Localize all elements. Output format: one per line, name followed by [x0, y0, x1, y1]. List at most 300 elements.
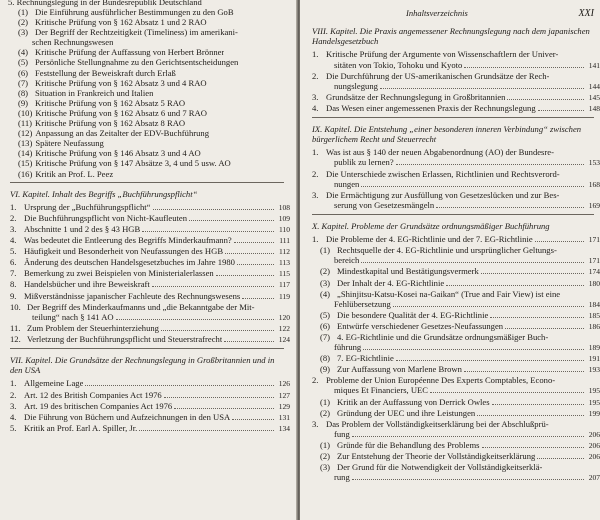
toc-entry-page: 189 [588, 343, 600, 353]
toc-entry-page: 206 [588, 452, 600, 462]
toc-entry-number: (1) [18, 7, 29, 17]
toc-entry-number: (5) [320, 309, 331, 320]
toc-entry-number: (2) [320, 451, 331, 462]
toc-entry [4, 312, 290, 323]
toc-entry-number: (8) [320, 353, 331, 364]
toc-entry-number: 3. [312, 189, 319, 200]
toc-entry-title: Die Führung von Büchern und Aufzeichnungen in den USA [24, 411, 231, 422]
dot-leader [152, 280, 274, 287]
toc-entry-title: Zum Problem der Steuerhinterziehung [27, 322, 159, 333]
toc-entry [4, 412, 290, 423]
toc-entry [4, 323, 290, 334]
toc-entry [306, 92, 600, 103]
toc-entry-title: Art. 12 des British Companies Act 1976 [24, 389, 162, 400]
toc-entry-page: 108 [278, 202, 290, 212]
toc-entry-number: (1) [320, 396, 331, 407]
toc-entry-number: (15) [18, 158, 33, 169]
running-head [306, 8, 600, 20]
toc-entry-title: serung von Gesetzesmängeln [334, 199, 435, 210]
toc-entry-title: Art. 19 des britischen Companies Act 1976 [24, 400, 173, 411]
toc-entry-title: Änderung des deutschen Handelsgesetzbuches im Jahre 1980 [24, 257, 235, 268]
toc-entry-title: Situation in Frankreich und Italien [35, 87, 154, 98]
toc-list-chapter-6 [4, 202, 290, 345]
toc-entry-title: Mißverständnisse japanischer Fachleute des Rechnungswesens [24, 290, 241, 301]
toc-entry [306, 103, 600, 114]
toc-entry-title: Kritische Prüfung der Argumente von Wissenschaftlern der Univer- [326, 49, 559, 60]
toc-entry-number: (7) [18, 77, 29, 88]
toc-entry [306, 419, 600, 429]
dot-leader [361, 180, 584, 187]
toc-entry [306, 49, 600, 59]
dot-leader [164, 391, 274, 398]
toc-entry-title: führung [334, 342, 362, 353]
toc-entry [4, 291, 290, 302]
dot-leader [361, 256, 584, 263]
toc-entry-number: 1. [312, 147, 319, 158]
chapter-8-heading-line: Handelsgesetzbuch [312, 36, 379, 47]
toc-entry [4, 118, 290, 128]
dot-leader [464, 365, 584, 372]
toc-entry-number: 3. [10, 400, 17, 411]
toc-entry-title: Die Einführung ausführlicher Bestimmungen zu den GoB [35, 7, 234, 17]
toc-list-chapter-8 [306, 49, 600, 114]
toc-entry-page: 134 [278, 423, 290, 433]
dot-leader [85, 379, 274, 386]
toc-entry-title: Der Begriff des Minderkaufmanns und „die Bekanntgabe der Mit- [27, 301, 255, 312]
toc-entry-title: Kritik an Prof. Earl A. Spiller, Jr. [24, 422, 138, 433]
toc-entry-number: 10. [10, 301, 21, 312]
toc-entry [4, 98, 290, 108]
toc-entry-title: Das Wesen einer angemessenen Praxis der Rechnungslegung [326, 102, 536, 113]
toc-entry-number: (7) [320, 331, 331, 342]
dot-leader [224, 335, 274, 342]
toc-entry [306, 408, 600, 419]
toc-entry-title: Grundsätze der Rechnungslegung in Großbritannien [326, 91, 506, 102]
toc-entry-page: 113 [279, 258, 290, 268]
toc-entry [306, 375, 600, 385]
toc-entry-page: 207 [588, 473, 600, 483]
toc-entry-title: Gründung der UEC und ihre Leistungen [337, 407, 476, 418]
toc-entry-number: (3) [320, 277, 331, 288]
toc-entry [4, 138, 290, 148]
dot-leader [189, 214, 274, 221]
toc-entry-page: 141 [588, 60, 600, 70]
chapter-8-heading-line: VIII. Kapitel. Die Praxis angemessener Rechnungslegung nach dem japanischen [312, 26, 590, 36]
toc-entry [4, 235, 290, 246]
toc-entry-page: 169 [588, 200, 600, 210]
toc-entry-title: fung [334, 428, 350, 439]
toc-entry-title: 7. EG-Richtlinie [337, 353, 394, 364]
toc-entry-title: Kritische Prüfung von § 146 Absatz 3 und 4 AO [35, 148, 201, 159]
toc-entry-number: (16) [18, 168, 33, 179]
toc-entry [4, 57, 290, 67]
toc-entry-page: 199 [588, 408, 600, 418]
dot-leader [225, 247, 274, 254]
chapter-7-heading [10, 355, 290, 375]
dot-leader [446, 279, 584, 286]
toc-entry-title: Fehlübersetzung [334, 298, 391, 309]
toc-entry-title: Spätere Neufassung [35, 138, 104, 149]
toc-entry-page: 117 [279, 280, 290, 290]
toc-list-continued [4, 7, 290, 179]
dot-leader [232, 413, 274, 420]
toc-entry-number: 2. [312, 168, 319, 179]
toc-entry-number: (4) [320, 288, 331, 299]
toc-entry [306, 71, 600, 81]
toc-entry-title: Verletzung der Buchführungspflicht und Steuerstrafrecht [27, 333, 223, 344]
toc-entry [306, 245, 600, 255]
cut-heading: 5. Rechnungslegung in der Bundesrepublik Deutschland [8, 0, 202, 7]
toc-entry-page: 126 [278, 379, 290, 389]
toc-entry [4, 302, 290, 312]
toc-entry-title: Was bedeutet die Entleerung des Begriffs Minderkaufmann? [24, 235, 232, 246]
toc-entry-number: (9) [18, 97, 29, 108]
toc-entry-page: 195 [588, 397, 600, 407]
toc-entry-title: Die Buchführungspflicht von Nicht-Kaufleuten [24, 212, 188, 223]
dot-leader [352, 473, 584, 480]
toc-entry-title: Der Grund für die Notwendigkeit der Vollständigkeitserklä- [337, 462, 543, 473]
toc-entry [4, 148, 290, 158]
toc-entry-title: Der Begriff der Rechtzeitigkeit (Timeliness) im amerikani- [35, 27, 238, 38]
toc-entry [306, 278, 600, 289]
toc-entry-page: 184 [588, 299, 600, 309]
toc-entry [306, 472, 600, 483]
toc-entry [306, 364, 600, 375]
chapter-9-heading [312, 124, 600, 144]
toc-entry-number: (10) [18, 107, 33, 118]
toc-entry-title: Kritik an Prof. L. Peez [35, 168, 114, 179]
chapter-9-heading-line: IX. Kapitel. Die Entstehung „einer besonderen inneren Verbindung“ zwischen [312, 123, 582, 134]
toc-entry [4, 128, 290, 138]
toc-entry [306, 310, 600, 321]
toc-entry-title: Die Unterschiede zwischen Erlassen, Richtlinien und Rechtsverord- [326, 168, 560, 179]
toc-entry [306, 255, 600, 266]
toc-entry-page: 110 [279, 224, 290, 234]
dot-leader [537, 452, 584, 459]
toc-entry-page: 185 [588, 310, 600, 320]
toc-entry-title: Kritik an der Auffassung von Derrick Owles [337, 396, 490, 407]
toc-entry-title: Was ist aus § 140 der neuen Abgabenordnung (AO) der Bundesre- [326, 147, 554, 158]
toc-entry-number: (13) [18, 138, 33, 149]
toc-entry-title: Kritische Prüfung von § 162 Absatz 6 und 7 RAO [35, 107, 207, 118]
toc-entry-page: 109 [278, 213, 290, 223]
toc-entry [4, 88, 290, 98]
toc-entry-page: 124 [278, 334, 290, 344]
dot-leader [481, 267, 584, 274]
toc-entry-number: (6) [18, 67, 29, 78]
toc-entry-number: 12. [10, 333, 21, 344]
toc-entry-page: 171 [588, 256, 600, 266]
dot-leader [380, 82, 584, 89]
toc-entry-number: (6) [320, 320, 331, 331]
toc-entry-number: (2) [320, 407, 331, 418]
toc-entry-title: Kritische Prüfung von § 162 Absatz 1 und 2 RAO [35, 17, 207, 28]
dot-leader [393, 300, 584, 307]
toc-entry [306, 353, 600, 364]
toc-entry [4, 68, 290, 78]
toc-entry-page: 111 [279, 236, 290, 246]
toc-entry [306, 299, 600, 310]
toc-entry-title: rung [334, 472, 350, 483]
dot-leader [492, 398, 584, 405]
dot-leader [464, 61, 584, 68]
toc-entry-number: (4) [18, 47, 29, 58]
toc-entry-title: 4. EG-Richtlinie und die Grundsätze ordnungsmäßiger Buch- [337, 331, 549, 342]
toc-entry-page: 206 [588, 440, 600, 450]
toc-entry-number: 1. [10, 378, 17, 389]
toc-entry-title: Gründe für die Behandlung des Problems [337, 439, 480, 450]
toc-entry-page: 119 [279, 291, 290, 301]
toc-entry [306, 429, 600, 440]
toc-entry [306, 60, 600, 71]
toc-entry [4, 213, 290, 224]
toc-entry-number: 2. [312, 375, 319, 386]
toc-entry-title: Zur Entstehung der Theorie der Vollständigkeitserklärung [337, 451, 536, 462]
toc-entry [4, 246, 290, 257]
dot-leader [538, 104, 584, 111]
toc-entry [4, 224, 290, 235]
toc-entry-number: (2) [18, 17, 29, 28]
toc-entry-number: 6. [10, 257, 17, 268]
dot-leader [507, 93, 584, 100]
dot-leader [216, 269, 274, 276]
toc-entry-number: 3. [312, 418, 319, 429]
toc-entry-title: Persönliche Stellungnahme zu den Gerichtsentscheidungen [35, 57, 239, 68]
toc-entry [4, 279, 290, 290]
toc-entry-title: Kritische Prüfung von § 162 Absatz 8 RAO [35, 118, 186, 129]
toc-entry [306, 397, 600, 408]
toc-entry [306, 342, 600, 353]
dot-leader [142, 225, 274, 232]
toc-entry-page: 191 [588, 354, 600, 364]
dot-leader [237, 258, 274, 265]
toc-entry-title: nungen [334, 178, 360, 189]
toc-entry [4, 268, 290, 279]
toc-entry-title: Der Inhalt der 4. EG-Richtlinie [337, 277, 445, 288]
chapter-6-heading: VI. Kapitel. Inhalt des Begriffs „Buchführungspflicht“ [10, 188, 198, 199]
toc-entry-number: (3) [18, 27, 29, 38]
toc-entry-number: 7. [10, 268, 17, 279]
toc-entry-page: 127 [278, 390, 290, 400]
toc-entry-page: 115 [279, 269, 290, 279]
dot-leader [396, 158, 584, 165]
toc-entry-page: 186 [588, 321, 600, 331]
toc-entry [306, 169, 600, 179]
dot-leader [505, 322, 584, 329]
toc-entry-number: 11. [10, 322, 21, 333]
toc-entry-number: (12) [18, 128, 33, 139]
toc-entry-title: teilung“ nach § 141 AO [32, 311, 114, 322]
toc-entry-page: 174 [588, 267, 600, 277]
toc-entry [4, 78, 290, 88]
toc-entry-title: Allgemeine Lage [24, 378, 84, 389]
toc-entry-title: Anpassung an das Zeitalter der EDV-Buchführung [35, 128, 209, 139]
toc-entry-title: Kritische Prüfung von § 147 Absätze 3, 4 und 5 usw. AO [35, 158, 231, 169]
toc-entry-number: 1. [312, 234, 319, 245]
toc-entry-page: 120 [278, 312, 290, 322]
dot-leader [436, 201, 584, 208]
toc-entry [4, 169, 290, 179]
toc-entry-number: (1) [320, 439, 331, 450]
toc-entry-title: sitäten von Tokio, Tohoku und Kyoto [334, 59, 463, 70]
toc-entry-number: 9. [10, 290, 17, 301]
dot-leader [363, 343, 584, 350]
divider [312, 214, 594, 215]
toc-entry-number: (1) [320, 245, 331, 256]
toc-entry-page: 122 [278, 323, 290, 333]
toc-entry [306, 332, 600, 342]
toc-entry [306, 451, 600, 462]
dot-leader [535, 235, 584, 242]
toc-entry [4, 423, 290, 434]
dot-leader [352, 430, 584, 437]
toc-entry-title: Probleme der Union Européenne Des Experts Comptables, Econo- [326, 375, 556, 386]
left-top-cut [4, 0, 290, 7]
toc-entry-number: 2. [10, 389, 17, 400]
left-page [0, 0, 298, 520]
dot-leader [477, 409, 584, 416]
toc-entry [306, 234, 600, 245]
toc-entry-title: bereich [334, 255, 360, 266]
toc-entry [4, 378, 290, 389]
toc-entry [4, 37, 290, 47]
toc-entry-number: 8. [10, 279, 17, 290]
toc-entry-page: 168 [588, 179, 600, 189]
chapter-7-heading-line: VII. Kapitel. Die Grundsätze der Rechnungslegung in Großbritannien und in [10, 355, 275, 366]
toc-entry-page: 148 [588, 103, 600, 113]
toc-entry-number: 4. [10, 235, 17, 246]
toc-entry-page: 153 [588, 158, 600, 168]
toc-entry-title: nungslegung [334, 80, 378, 91]
toc-entry [4, 334, 290, 345]
toc-entry [4, 257, 290, 268]
toc-entry [4, 401, 290, 412]
toc-entry-number: (5) [18, 57, 29, 68]
dot-leader [161, 324, 274, 331]
toc-entry-number: 3. [10, 223, 17, 234]
toc-entry-page: 193 [588, 365, 600, 375]
toc-entry [306, 289, 600, 299]
toc-list-chapter-10 [306, 234, 600, 483]
toc-entry-page: 144 [588, 81, 600, 91]
toc-entry-title: Die Probleme der 4. EG-Richtlinie und der 7. EG-Richtlinie [326, 234, 533, 245]
chapter-7-heading-line: den USA [10, 365, 41, 376]
dot-leader [242, 292, 274, 299]
toc-entry-page: 195 [588, 386, 600, 396]
toc-entry-number: 1. [312, 49, 319, 60]
toc-entry-page: 112 [279, 247, 290, 257]
dot-leader [490, 311, 584, 318]
toc-entry-title: schen Rechnungswesen [32, 37, 114, 48]
toc-entry [306, 266, 600, 277]
toc-list-chapter-7 [4, 378, 290, 433]
page-number: XXI [578, 8, 594, 19]
dot-leader [396, 354, 584, 361]
toc-entry-title: Rechtsquelle der 4. EG-Richtlinie und ursprünglicher Geltungs- [337, 245, 557, 256]
toc-entry [306, 440, 600, 451]
toc-entry-title: Die besondere Qualität der 4. EG-Richtlinie [337, 309, 489, 320]
dot-leader [174, 402, 274, 409]
toc-entry-number: (14) [18, 148, 33, 159]
toc-entry-number: 1. [10, 201, 17, 212]
toc-entry [306, 190, 600, 200]
dot-leader [139, 424, 274, 431]
toc-entry-title: „Shinjitsu-Katsu-Kosei na-Gaikan“ (True and Fair View) ist eine [337, 288, 561, 299]
toc-entry-title: Feststellung der Beweiskraft durch Erlaß [35, 67, 176, 78]
chapter-8-heading [312, 26, 600, 46]
toc-entry-page: 206 [588, 429, 600, 439]
toc-entry-number: 4. [312, 102, 319, 113]
toc-entry-title: Entwürfe verschiedener Gesetzes-Neufassungen [337, 320, 504, 331]
toc-entry [306, 81, 600, 92]
divider [10, 182, 284, 183]
toc-entry-number: 5. [10, 422, 17, 433]
running-head-title: Inhaltsverzeichnis [406, 8, 468, 18]
toc-entry-number: (9) [320, 364, 331, 375]
dot-leader [153, 203, 275, 210]
toc-entry-page: 145 [588, 92, 600, 102]
toc-entry-page: 171 [588, 235, 600, 245]
toc-entry-title: Bemerkung zu zwei Beispielen von Ministerialerlassen [24, 268, 214, 279]
toc-entry-number: 5. [10, 246, 17, 257]
toc-entry-title: Das Problem der Vollständigkeitserklärung bei der Abschlußprü- [326, 418, 549, 429]
divider [312, 117, 594, 118]
toc-entry-title: Kritische Prüfung von § 162 Absatz 3 und 4 RAO [35, 77, 207, 88]
toc-entry-title: Abschnitte 1 und 2 des § 43 HGB [24, 223, 141, 234]
toc-entry [4, 108, 290, 118]
toc-entry [4, 202, 290, 213]
toc-entry-number: 2. [10, 212, 17, 223]
toc-entry [4, 27, 290, 37]
divider [10, 348, 284, 349]
toc-entry [4, 390, 290, 401]
toc-entry [306, 157, 600, 168]
toc-entry [306, 179, 600, 190]
toc-entry-number: 3. [312, 91, 319, 102]
toc-entry-title: Die Ermächtigung zur Ausfüllung von Gesetzeslücken und zur Bes- [326, 189, 560, 200]
toc-entry [306, 462, 600, 472]
toc-entry [4, 7, 290, 17]
toc-entry-title: Mindestkapital und Bestätigungsvermerk [337, 266, 479, 277]
toc-entry [306, 200, 600, 211]
toc-entry [306, 321, 600, 332]
toc-entry-title: miques Et Financiers, UEC [334, 385, 429, 396]
toc-entry-title: Kritische Prüfung von § 162 Absatz 5 RAO [35, 97, 186, 108]
right-page [300, 0, 600, 520]
toc-entry-title: publik zu lernen? [334, 157, 394, 168]
toc-entry-number: (3) [320, 462, 331, 473]
toc-entry-title: Häufigkeit und Besonderheit von Neufassungen des HGB [24, 246, 224, 257]
toc-entry [306, 147, 600, 157]
toc-entry [4, 158, 290, 168]
dot-leader [116, 313, 274, 320]
toc-list-chapter-9 [306, 147, 600, 211]
toc-entry-title: Kritische Prüfung der Auffassung von Herbert Brönner [35, 47, 225, 58]
toc-entry-number: 4. [10, 411, 17, 422]
toc-entry-title: Ursprung der „Buchführungspflicht“ [24, 201, 151, 212]
toc-entry [306, 385, 600, 396]
chapter-10-heading: X. Kapitel. Probleme der Grundsätze ordnungsmäßiger Buchführung [312, 220, 550, 231]
toc-entry-title: Zur Auffassung von Marlene Brown [337, 364, 462, 375]
toc-entry-page: 180 [588, 278, 600, 288]
toc-entry-title: Handelsbücher und ihre Beweiskraft [24, 279, 150, 290]
chapter-9-heading-line: bürgerlichem Recht und Steuerrecht [312, 134, 437, 145]
toc-entry [4, 17, 290, 27]
dot-leader [482, 441, 585, 448]
toc-entry-number: 2. [312, 70, 319, 81]
toc-entry-number: (8) [18, 87, 29, 98]
dot-leader [234, 236, 274, 243]
